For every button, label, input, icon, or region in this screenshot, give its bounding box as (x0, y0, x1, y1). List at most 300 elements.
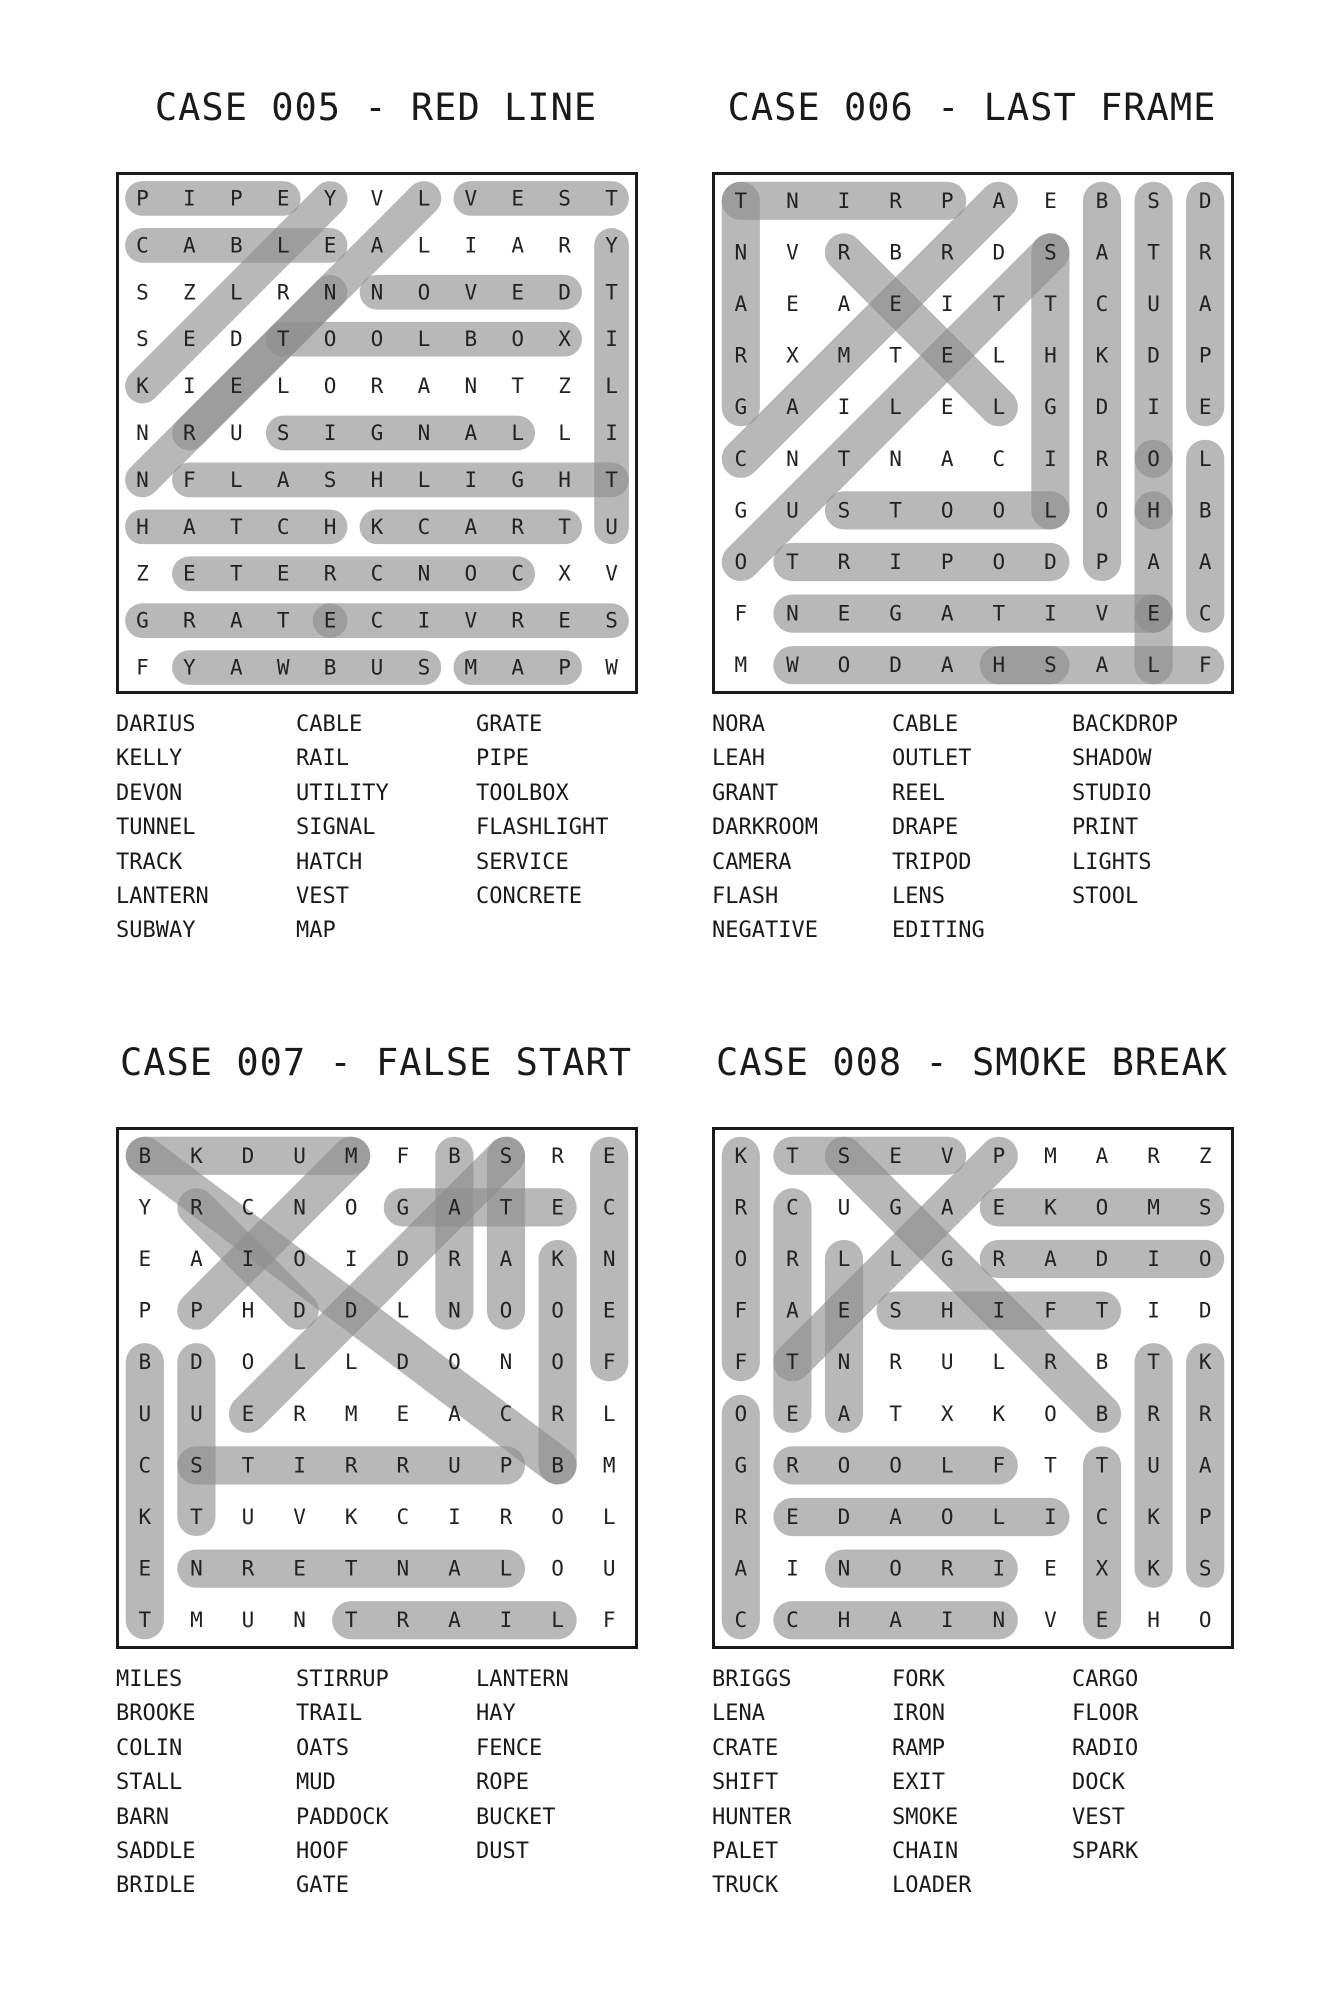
grid-letter[interactable]: A (940, 446, 954, 471)
grid-letter[interactable]: D (1198, 1298, 1212, 1323)
grid-letter[interactable]: L (1147, 653, 1160, 678)
grid-letter[interactable]: V (786, 240, 799, 265)
grid-letter[interactable]: N (889, 446, 902, 471)
grid-letter[interactable]: T (511, 374, 525, 399)
grid-letter[interactable]: A (511, 655, 525, 680)
grid-letter[interactable]: E (138, 1556, 152, 1581)
grid-letter[interactable]: C (241, 1195, 255, 1220)
grid-letter[interactable]: N (293, 1608, 306, 1633)
grid-letter[interactable]: Y (183, 655, 196, 680)
grid-letter[interactable]: A (1095, 1143, 1109, 1168)
grid-letter[interactable]: N (464, 374, 478, 399)
grid-letter[interactable]: R (183, 421, 196, 445)
grid-letter[interactable]: H (1147, 1608, 1160, 1633)
grid-letter[interactable]: D (1147, 343, 1160, 368)
grid-letter[interactable]: N (837, 1350, 851, 1375)
grid-letter[interactable]: G (734, 395, 748, 420)
grid-letter[interactable]: D (396, 1350, 410, 1375)
grid-letter[interactable]: L (602, 1505, 616, 1529)
grid-letter[interactable]: Z (1198, 1143, 1212, 1168)
grid-letter[interactable]: R (551, 1401, 564, 1426)
grid-letter[interactable]: G (889, 1195, 902, 1220)
grid-letter[interactable]: I (1044, 601, 1057, 626)
grid-letter[interactable]: X (940, 1401, 954, 1426)
grid-letter[interactable]: D (1095, 395, 1109, 420)
grid-letter[interactable]: L (499, 1556, 513, 1581)
grid-letter[interactable]: N (786, 446, 799, 471)
grid-letter[interactable]: D (1044, 550, 1057, 574)
grid-letter[interactable]: F (602, 1350, 616, 1375)
grid-letter[interactable]: C (1095, 292, 1109, 316)
grid-letter[interactable]: L (1044, 498, 1057, 523)
grid-letter[interactable]: W (605, 655, 618, 680)
grid-letter[interactable]: R (499, 1505, 513, 1529)
grid-letter[interactable]: R (786, 1247, 799, 1271)
grid-letter[interactable]: L (889, 1247, 902, 1271)
grid-letter[interactable]: D (229, 327, 243, 352)
grid-letter[interactable]: K (1147, 1505, 1160, 1529)
grid-letter[interactable]: C (499, 1401, 513, 1426)
grid-letter[interactable]: E (241, 1401, 255, 1426)
grid-letter[interactable]: O (1147, 446, 1160, 471)
letter-grid[interactable] (712, 172, 1234, 694)
grid-letter[interactable]: H (1147, 498, 1160, 523)
grid-letter[interactable]: A (448, 1556, 461, 1581)
grid-letter[interactable]: Z (558, 374, 571, 399)
grid-letter[interactable]: H (1044, 343, 1057, 368)
grid-letter[interactable]: R (558, 233, 571, 258)
grid-letter[interactable]: R (992, 1247, 1006, 1271)
grid-letter[interactable]: B (229, 233, 243, 258)
grid-letter[interactable]: V (1044, 1608, 1057, 1633)
grid-letter[interactable]: I (1147, 395, 1160, 420)
grid-letter[interactable]: B (551, 1453, 564, 1478)
grid-letter[interactable]: O (551, 1556, 564, 1581)
grid-letter[interactable]: T (499, 1195, 513, 1220)
grid-letter[interactable]: S (136, 327, 149, 352)
grid-letter[interactable]: C (370, 608, 384, 633)
grid-letter[interactable]: A (940, 601, 954, 626)
grid-letter[interactable]: E (1198, 395, 1212, 420)
grid-letter[interactable]: R (1147, 1401, 1160, 1426)
grid-letter[interactable]: G (370, 421, 384, 445)
grid-letter[interactable]: P (136, 186, 149, 211)
grid-letter[interactable]: A (992, 188, 1006, 213)
grid-letter[interactable]: C (1095, 1505, 1109, 1529)
grid-letter[interactable]: B (1095, 188, 1109, 213)
grid-letter[interactable]: I (1147, 1247, 1160, 1271)
letter-grid[interactable] (712, 1127, 1234, 1649)
grid-letter[interactable]: N (417, 421, 431, 445)
grid-letter[interactable]: D (1198, 188, 1212, 213)
grid-letter[interactable]: S (1044, 240, 1057, 265)
grid-letter[interactable]: N (136, 421, 149, 445)
grid-letter[interactable]: L (417, 186, 431, 211)
grid-letter[interactable]: U (1147, 1453, 1160, 1478)
grid-letter[interactable]: K (190, 1143, 203, 1168)
grid-letter[interactable]: R (511, 608, 525, 633)
grid-letter[interactable]: A (183, 233, 196, 258)
grid-letter[interactable]: C (396, 1505, 410, 1529)
grid-letter[interactable]: A (889, 1505, 902, 1529)
grid-letter[interactable]: L (992, 343, 1006, 368)
grid-letter[interactable]: P (499, 1453, 513, 1478)
grid-letter[interactable]: I (992, 1556, 1006, 1581)
grid-letter[interactable]: R (786, 1453, 799, 1478)
grid-letter[interactable]: I (183, 186, 196, 211)
grid-letter[interactable]: E (229, 374, 243, 399)
grid-letter[interactable]: R (551, 1143, 564, 1168)
grid-letter[interactable]: D (837, 1505, 851, 1529)
grid-letter[interactable]: G (734, 1453, 748, 1478)
grid-letter[interactable]: A (448, 1608, 461, 1633)
grid-letter[interactable]: U (241, 1505, 255, 1529)
grid-letter[interactable]: F (734, 1298, 748, 1323)
grid-letter[interactable]: L (940, 1453, 954, 1478)
grid-letter[interactable]: E (323, 233, 337, 258)
grid-letter[interactable]: B (1198, 498, 1212, 523)
grid-letter[interactable]: S (190, 1453, 203, 1478)
grid-letter[interactable]: L (889, 395, 902, 420)
grid-letter[interactable]: E (276, 561, 290, 586)
grid-letter[interactable]: S (499, 1143, 513, 1168)
grid-letter[interactable]: P (229, 186, 243, 211)
grid-letter[interactable]: R (734, 1505, 748, 1529)
grid-letter[interactable]: C (992, 446, 1006, 471)
grid-letter[interactable]: O (323, 327, 337, 352)
grid-letter[interactable]: F (1198, 653, 1212, 678)
grid-letter[interactable]: O (889, 1453, 902, 1478)
grid-letter[interactable]: P (1198, 343, 1212, 368)
grid-letter[interactable]: M (602, 1453, 616, 1478)
grid-letter[interactable]: R (734, 1195, 748, 1220)
grid-letter[interactable]: A (448, 1401, 461, 1426)
grid-letter[interactable]: I (605, 421, 618, 445)
grid-letter[interactable]: O (551, 1350, 564, 1375)
grid-letter[interactable]: P (940, 550, 954, 574)
grid-letter[interactable]: U (138, 1401, 152, 1426)
grid-letter[interactable]: O (323, 374, 337, 399)
grid-letter[interactable]: N (786, 188, 799, 213)
grid-letter[interactable]: T (1044, 1453, 1057, 1478)
grid-letter[interactable]: Y (323, 186, 337, 211)
grid-letter[interactable]: T (837, 446, 851, 471)
grid-letter[interactable]: L (602, 1401, 616, 1426)
grid-letter[interactable]: E (138, 1247, 152, 1271)
grid-letter[interactable]: O (1095, 1195, 1109, 1220)
grid-letter[interactable]: B (1095, 1401, 1109, 1426)
grid-letter[interactable]: V (370, 186, 384, 211)
grid-letter[interactable]: X (1095, 1556, 1109, 1581)
grid-letter[interactable]: R (396, 1453, 410, 1478)
grid-letter[interactable]: O (511, 327, 525, 352)
grid-letter[interactable]: R (511, 514, 525, 539)
grid-letter[interactable]: T (734, 188, 748, 213)
grid-letter[interactable]: R (190, 1195, 203, 1220)
grid-letter[interactable]: C (417, 514, 431, 539)
grid-letter[interactable]: E (602, 1298, 616, 1323)
grid-letter[interactable]: P (138, 1298, 152, 1323)
grid-letter[interactable]: P (190, 1298, 203, 1323)
grid-letter[interactable]: Z (136, 561, 149, 586)
grid-letter[interactable]: A (940, 1195, 954, 1220)
grid-letter[interactable]: L (229, 280, 243, 305)
grid-letter[interactable]: A (837, 292, 851, 316)
grid-letter[interactable]: M (344, 1401, 358, 1426)
grid-letter[interactable]: O (837, 1453, 851, 1478)
grid-letter[interactable]: T (889, 1401, 902, 1426)
grid-letter[interactable]: A (1198, 550, 1212, 574)
grid-letter[interactable]: R (293, 1401, 306, 1426)
grid-letter[interactable]: R (1198, 1401, 1212, 1426)
grid-letter[interactable]: E (992, 1195, 1006, 1220)
grid-letter[interactable]: M (837, 343, 851, 368)
grid-letter[interactable]: K (370, 514, 384, 539)
grid-letter[interactable]: C (786, 1195, 799, 1220)
grid-letter[interactable]: O (837, 653, 851, 678)
grid-letter[interactable]: R (276, 280, 290, 305)
grid-letter[interactable]: T (344, 1556, 358, 1581)
grid-letter[interactable]: K (1044, 1195, 1057, 1220)
grid-letter[interactable]: G (1044, 395, 1057, 420)
grid-letter[interactable]: G (136, 608, 149, 633)
grid-letter[interactable]: R (940, 1556, 954, 1581)
grid-letter[interactable]: L (558, 421, 571, 445)
grid-letter[interactable]: L (1198, 446, 1212, 471)
grid-letter[interactable]: B (1095, 1350, 1109, 1375)
grid-letter[interactable]: I (344, 1247, 358, 1271)
grid-letter[interactable]: B (464, 327, 478, 352)
grid-letter[interactable]: O (293, 1247, 306, 1271)
grid-letter[interactable]: H (370, 467, 384, 492)
grid-letter[interactable]: P (558, 655, 571, 680)
grid-letter[interactable]: A (229, 608, 243, 633)
letter-grid[interactable] (116, 1127, 638, 1649)
grid-letter[interactable]: O (551, 1505, 564, 1529)
grid-letter[interactable]: E (1095, 1608, 1109, 1633)
grid-letter[interactable]: I (323, 421, 337, 445)
grid-letter[interactable]: Y (605, 233, 618, 258)
grid-letter[interactable]: H (992, 653, 1006, 678)
grid-letter[interactable]: E (1044, 188, 1057, 213)
grid-letter[interactable]: I (605, 327, 618, 352)
grid-letter[interactable]: S (605, 608, 618, 633)
grid-letter[interactable]: E (323, 608, 337, 633)
grid-letter[interactable]: L (992, 1350, 1006, 1375)
grid-letter[interactable]: T (558, 514, 571, 539)
grid-letter[interactable]: R (1095, 446, 1109, 471)
grid-letter[interactable]: K (734, 1143, 748, 1168)
grid-letter[interactable]: N (323, 280, 337, 305)
grid-letter[interactable]: E (551, 1195, 564, 1220)
grid-letter[interactable]: S (417, 655, 431, 680)
grid-letter[interactable]: U (605, 514, 618, 539)
grid-letter[interactable]: O (1198, 1247, 1212, 1271)
grid-letter[interactable]: T (605, 186, 618, 211)
grid-letter[interactable]: I (786, 1556, 799, 1581)
grid-letter[interactable]: H (323, 514, 337, 539)
grid-letter[interactable]: A (1095, 240, 1109, 265)
grid-letter[interactable]: T (229, 514, 243, 539)
grid-letter[interactable]: K (138, 1505, 152, 1529)
grid-letter[interactable]: V (293, 1505, 306, 1529)
grid-letter[interactable]: M (1044, 1143, 1057, 1168)
grid-letter[interactable]: E (183, 327, 196, 352)
grid-letter[interactable]: E (511, 186, 525, 211)
grid-letter[interactable]: M (1147, 1195, 1160, 1220)
grid-letter[interactable]: V (464, 186, 478, 211)
grid-letter[interactable]: K (344, 1505, 358, 1529)
letter-grid[interactable] (116, 172, 638, 694)
grid-letter[interactable]: U (786, 498, 799, 523)
grid-letter[interactable]: S (1044, 653, 1057, 678)
grid-letter[interactable]: O (344, 1195, 358, 1220)
grid-letter[interactable]: G (940, 1247, 954, 1271)
grid-letter[interactable]: K (1147, 1556, 1160, 1581)
grid-letter[interactable]: A (734, 292, 748, 316)
grid-letter[interactable]: O (241, 1350, 255, 1375)
grid-letter[interactable]: N (190, 1556, 203, 1581)
grid-letter[interactable]: T (1147, 240, 1160, 265)
grid-letter[interactable]: F (136, 655, 149, 680)
grid-letter[interactable]: E (1147, 601, 1160, 626)
grid-letter[interactable]: L (276, 233, 290, 258)
grid-letter[interactable]: D (558, 280, 571, 305)
grid-letter[interactable]: O (1095, 498, 1109, 523)
grid-letter[interactable]: T (344, 1608, 358, 1633)
grid-letter[interactable]: I (940, 1608, 954, 1633)
grid-letter[interactable]: Y (138, 1195, 152, 1220)
grid-letter[interactable]: T (190, 1505, 203, 1529)
grid-letter[interactable]: A (511, 233, 525, 258)
grid-letter[interactable]: T (1095, 1453, 1109, 1478)
grid-letter[interactable]: C (138, 1453, 152, 1478)
grid-letter[interactable]: V (464, 280, 478, 305)
grid-letter[interactable]: C (276, 514, 290, 539)
grid-letter[interactable]: A (1198, 292, 1212, 316)
grid-letter[interactable]: T (889, 498, 902, 523)
grid-letter[interactable]: R (1198, 240, 1212, 265)
grid-letter[interactable]: O (992, 550, 1006, 574)
grid-letter[interactable]: C (786, 1608, 799, 1633)
grid-letter[interactable]: S (837, 1143, 851, 1168)
grid-letter[interactable]: S (1198, 1556, 1212, 1581)
grid-letter[interactable]: M (190, 1608, 203, 1633)
grid-letter[interactable]: M (734, 653, 748, 678)
grid-letter[interactable]: N (396, 1556, 410, 1581)
grid-letter[interactable]: A (229, 655, 243, 680)
grid-letter[interactable]: C (734, 1608, 748, 1633)
grid-letter[interactable]: R (837, 240, 851, 265)
grid-letter[interactable]: A (1044, 1247, 1057, 1271)
grid-letter[interactable]: L (605, 374, 618, 399)
grid-letter[interactable]: R (344, 1453, 358, 1478)
grid-letter[interactable]: T (276, 327, 290, 352)
grid-letter[interactable]: L (551, 1608, 564, 1633)
grid-letter[interactable]: W (786, 653, 799, 678)
grid-letter[interactable]: C (1198, 601, 1212, 626)
grid-letter[interactable]: C (511, 561, 525, 586)
grid-letter[interactable]: R (183, 608, 196, 633)
grid-letter[interactable]: L (417, 467, 431, 492)
grid-letter[interactable]: H (241, 1298, 255, 1323)
grid-letter[interactable]: E (602, 1143, 616, 1168)
grid-letter[interactable]: N (786, 601, 799, 626)
grid-letter[interactable]: A (1147, 550, 1160, 574)
grid-letter[interactable]: S (1198, 1195, 1212, 1220)
grid-letter[interactable]: A (1198, 1453, 1212, 1478)
grid-letter[interactable]: E (511, 280, 525, 305)
grid-letter[interactable]: E (837, 1298, 851, 1323)
grid-letter[interactable]: D (992, 240, 1006, 265)
grid-letter[interactable]: C (602, 1195, 616, 1220)
grid-letter[interactable]: N (370, 280, 384, 305)
grid-letter[interactable]: L (992, 1505, 1006, 1529)
grid-letter[interactable]: F (183, 467, 196, 492)
grid-letter[interactable]: I (889, 550, 902, 574)
grid-letter[interactable]: V (1095, 601, 1109, 626)
grid-letter[interactable]: B (889, 240, 902, 265)
grid-letter[interactable]: A (448, 1195, 461, 1220)
grid-letter[interactable]: N (499, 1350, 513, 1375)
grid-letter[interactable]: I (293, 1453, 306, 1478)
grid-letter[interactable]: R (734, 343, 748, 368)
grid-letter[interactable]: B (138, 1350, 152, 1375)
grid-letter[interactable]: U (448, 1453, 461, 1478)
grid-letter[interactable]: U (602, 1556, 616, 1581)
grid-letter[interactable]: R (940, 240, 954, 265)
grid-letter[interactable]: R (1044, 1350, 1057, 1375)
grid-letter[interactable]: D (190, 1350, 203, 1375)
grid-letter[interactable]: H (136, 514, 149, 539)
grid-letter[interactable]: E (183, 561, 196, 586)
grid-letter[interactable]: E (940, 395, 954, 420)
grid-letter[interactable]: A (464, 514, 478, 539)
grid-letter[interactable]: U (940, 1350, 954, 1375)
grid-letter[interactable]: P (1095, 550, 1109, 574)
grid-letter[interactable]: R (370, 374, 384, 399)
grid-letter[interactable]: T (605, 280, 618, 305)
grid-letter[interactable]: B (138, 1143, 152, 1168)
grid-letter[interactable]: A (464, 421, 478, 445)
grid-letter[interactable]: I (940, 292, 954, 316)
grid-letter[interactable]: E (889, 292, 902, 316)
grid-letter[interactable]: R (323, 561, 337, 586)
grid-letter[interactable]: X (558, 327, 571, 352)
grid-letter[interactable]: U (229, 421, 243, 445)
grid-letter[interactable]: T (786, 550, 799, 574)
grid-letter[interactable]: R (889, 1350, 902, 1375)
grid-letter[interactable]: R (1147, 1143, 1160, 1168)
grid-letter[interactable]: A (734, 1556, 748, 1581)
grid-letter[interactable]: N (293, 1195, 306, 1220)
grid-letter[interactable]: A (1095, 653, 1109, 678)
grid-letter[interactable]: T (1044, 292, 1057, 316)
grid-letter[interactable]: I (1147, 1298, 1160, 1323)
grid-letter[interactable]: I (241, 1247, 255, 1271)
grid-letter[interactable]: G (889, 601, 902, 626)
grid-letter[interactable]: O (464, 561, 478, 586)
grid-letter[interactable]: T (1147, 1350, 1160, 1375)
grid-letter[interactable]: C (734, 446, 748, 471)
grid-letter[interactable]: R (241, 1556, 255, 1581)
grid-letter[interactable]: E (786, 1505, 799, 1529)
grid-letter[interactable]: N (417, 561, 431, 586)
grid-letter[interactable]: F (602, 1608, 616, 1633)
grid-letter[interactable]: K (1095, 343, 1109, 368)
grid-letter[interactable]: D (241, 1143, 255, 1168)
grid-letter[interactable]: E (786, 292, 799, 316)
